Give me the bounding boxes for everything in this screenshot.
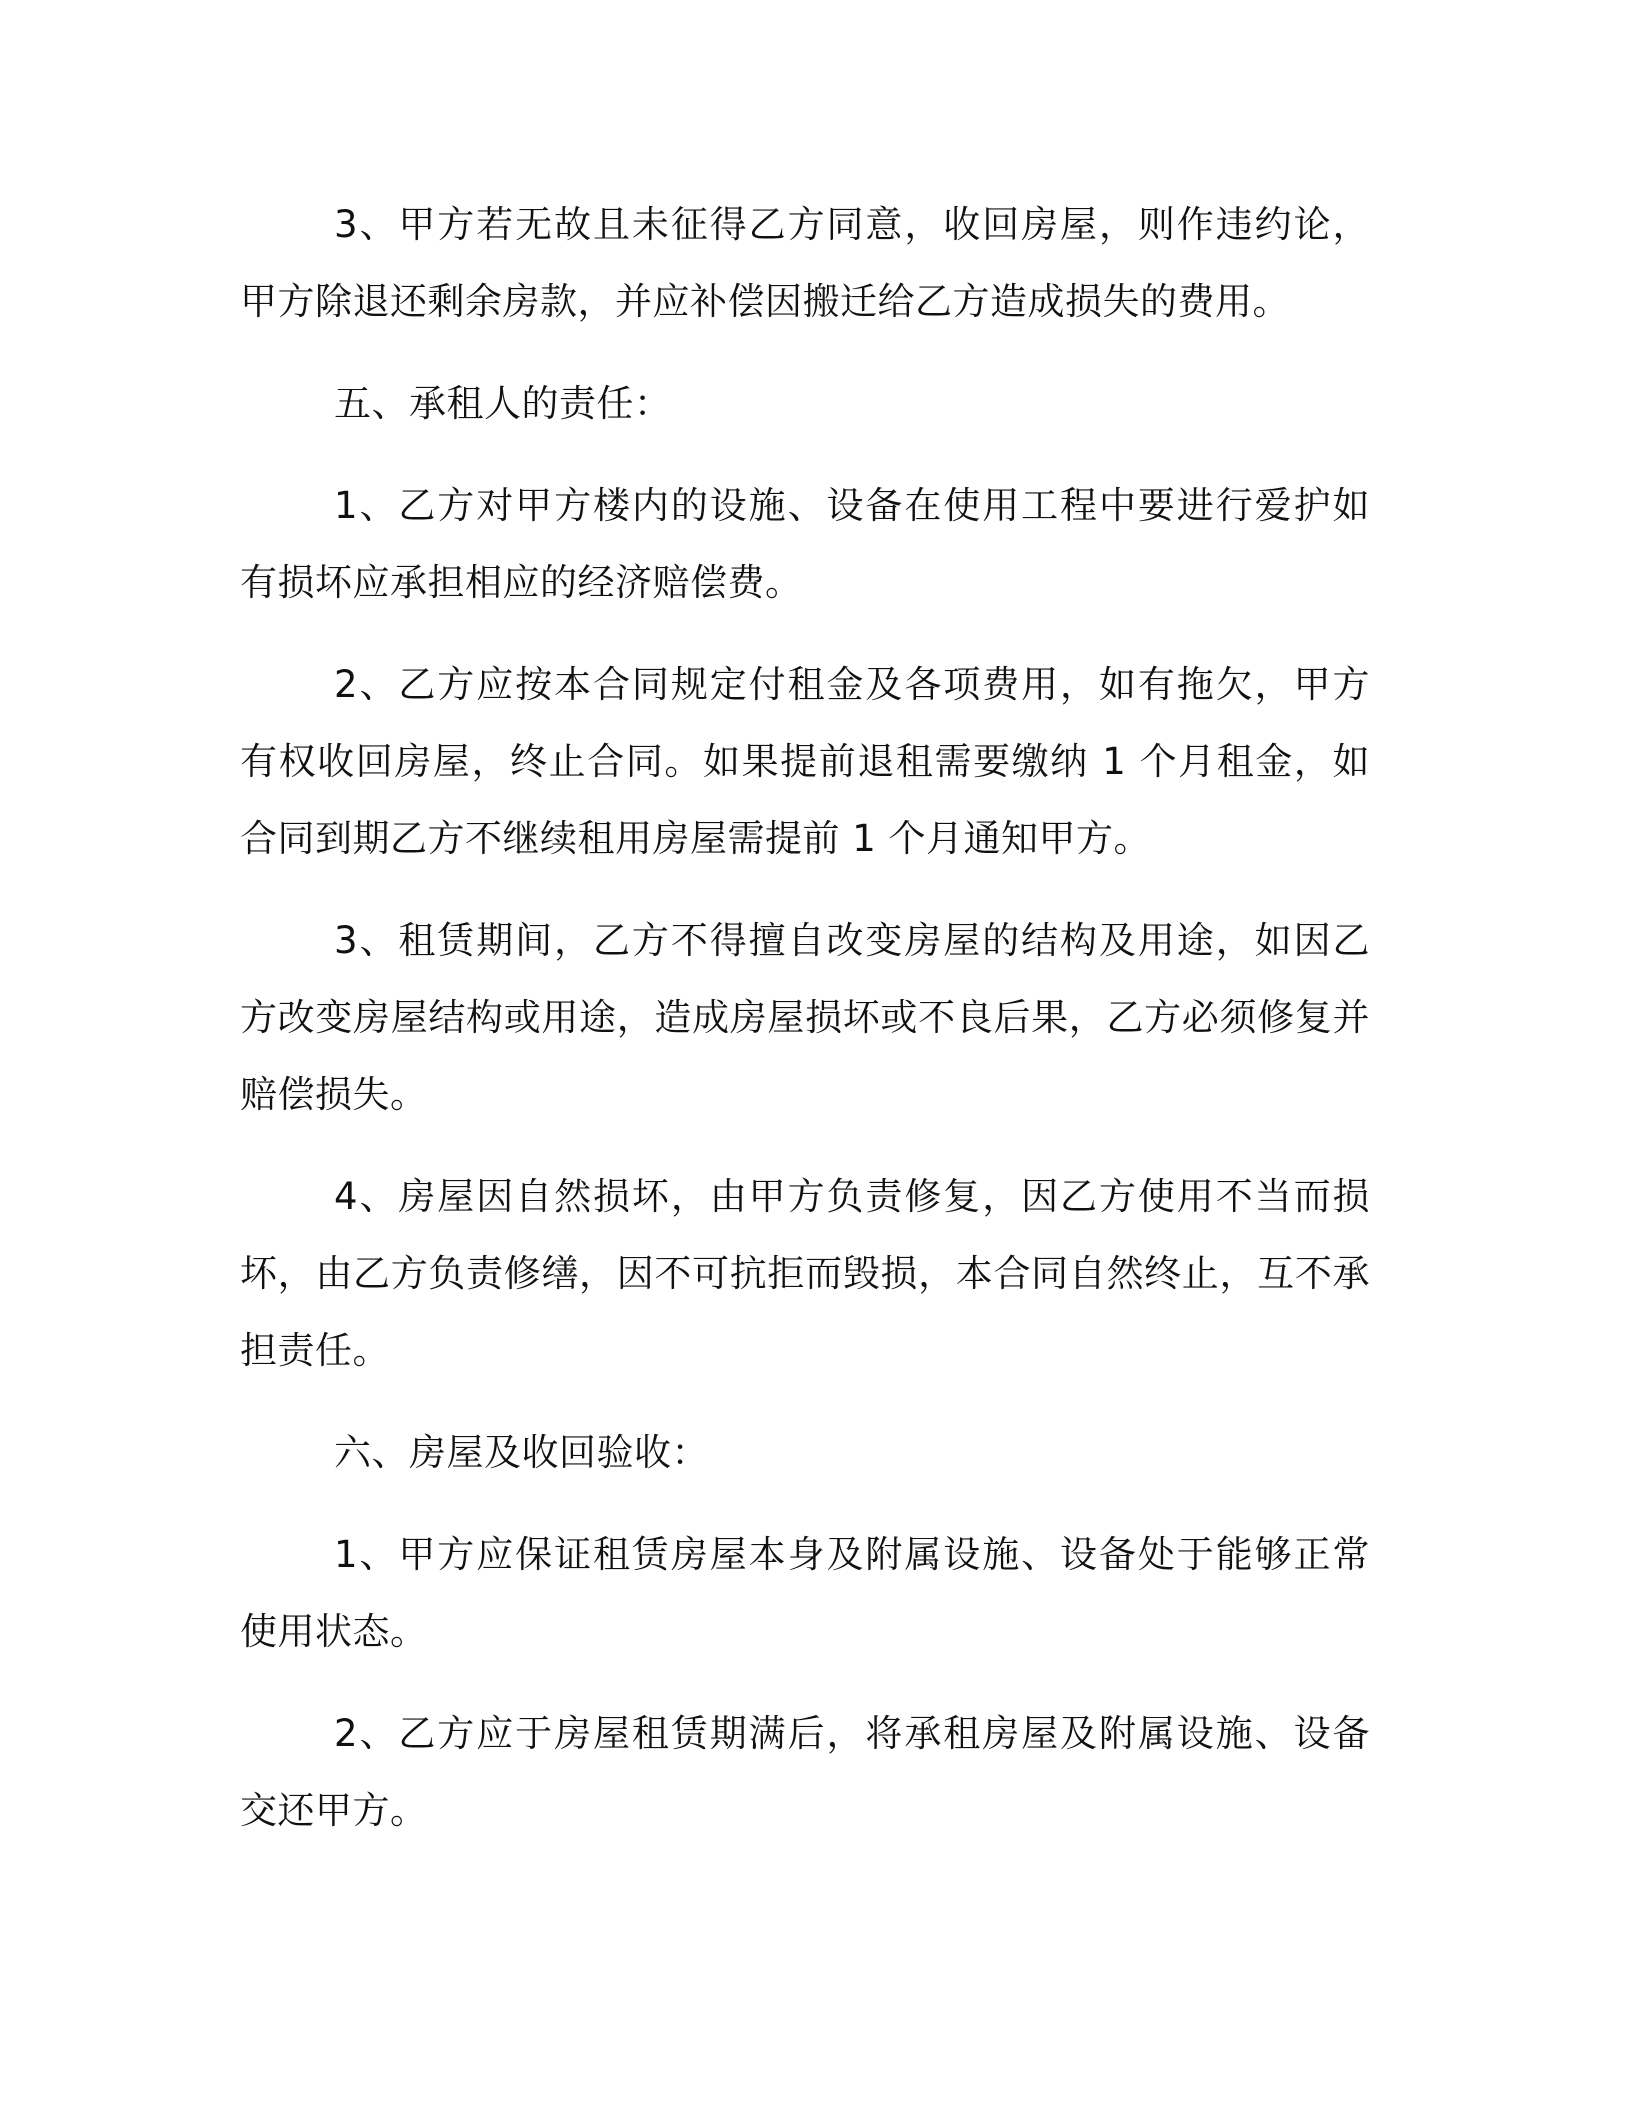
document-body bbox=[240, 186, 1370, 1874]
clause-paragraph: 1、甲方应保证租赁房屋本身及附属设施、设备处于能够正常使用状态。 bbox=[240, 1533, 1370, 1653]
clause-paragraph: 2、乙方应按本合同规定付租金及各项费用，如有拖欠，甲方有权收回房屋，终止合同。如果提前退租需要缴纳 1 个月租金，如合同到期乙方不继续租用房屋需提前 1 个月通知甲方。 bbox=[240, 663, 1370, 860]
section-heading: 五、承租人的责任： bbox=[334, 382, 672, 425]
section-heading: 六、房屋及收回验收： bbox=[334, 1431, 709, 1474]
clause-paragraph: 2、乙方应于房屋租赁期满后，将承租房屋及附属设施、设备交还甲方。 bbox=[240, 1712, 1370, 1832]
clause-paragraph: 3、租赁期间，乙方不得擅自改变房屋的结构及用途，如因乙方改变房屋结构或用途，造成房屋损坏或不良后果，乙方必须修复并赔偿损失。 bbox=[240, 919, 1370, 1116]
clause-paragraph: 1、乙方对甲方楼内的设施、设备在使用工程中要进行爱护如有损坏应承担相应的经济赔偿费。 bbox=[240, 484, 1370, 604]
clause-paragraph: 4、房屋因自然损坏，由甲方负责修复，因乙方使用不当而损坏，由乙方负责修缮，因不可抗拒而毁损，本合同自然终止，互不承担责任。 bbox=[240, 1175, 1370, 1372]
clause-paragraph: 3、甲方若无故且未征得乙方同意，收回房屋，则作违约论，甲方除退还剩余房款，并应补偿因搬迁给乙方造成损失的费用。 bbox=[240, 203, 1370, 323]
